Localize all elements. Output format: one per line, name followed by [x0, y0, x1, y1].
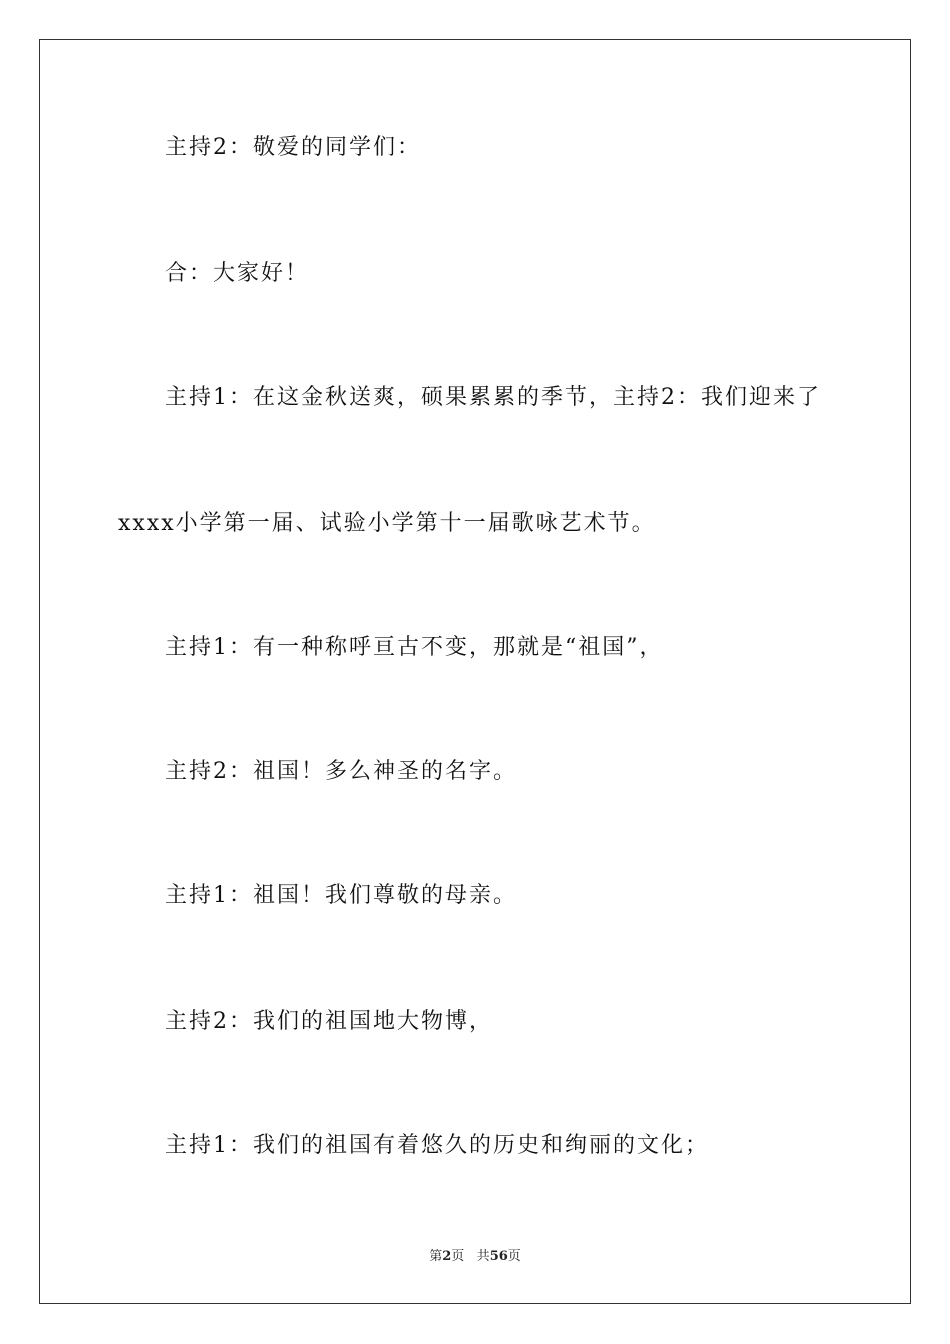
paragraph-7: 主持2：我们的祖国地大物博，	[165, 1009, 493, 1034]
total-pages: 56	[489, 1249, 508, 1264]
paragraph-8: 主持1：我们的祖国有着悠久的历史和绚丽的文化；	[165, 1133, 709, 1158]
paragraph-4: 主持1：有一种称呼亘古不变，那就是“祖国”，	[165, 635, 664, 660]
page-suffix: 页	[451, 1249, 465, 1264]
total-suffix: 页	[507, 1249, 521, 1264]
paragraph-5: 主持2：祖国！多么神圣的名字。	[165, 759, 517, 784]
paragraph-2: 合：大家好！	[165, 261, 310, 286]
page-border	[39, 39, 911, 1304]
page-prefix: 第	[429, 1249, 443, 1264]
page-number: 2	[442, 1249, 452, 1264]
paragraph-3-continued: xxxx小学第一届、试验小学第十一届歌咏艺术节。	[118, 511, 656, 536]
paragraph-6: 主持1：祖国！我们尊敬的母亲。	[165, 883, 517, 908]
paragraph-1: 主持2：敬爱的同学们：	[165, 135, 421, 160]
page-footer	[0, 1248, 950, 1266]
total-prefix: 共	[476, 1249, 490, 1264]
paragraph-3: 主持1：在这金秋送爽，硕果累累的季节，主持2：我们迎来了	[165, 385, 821, 410]
